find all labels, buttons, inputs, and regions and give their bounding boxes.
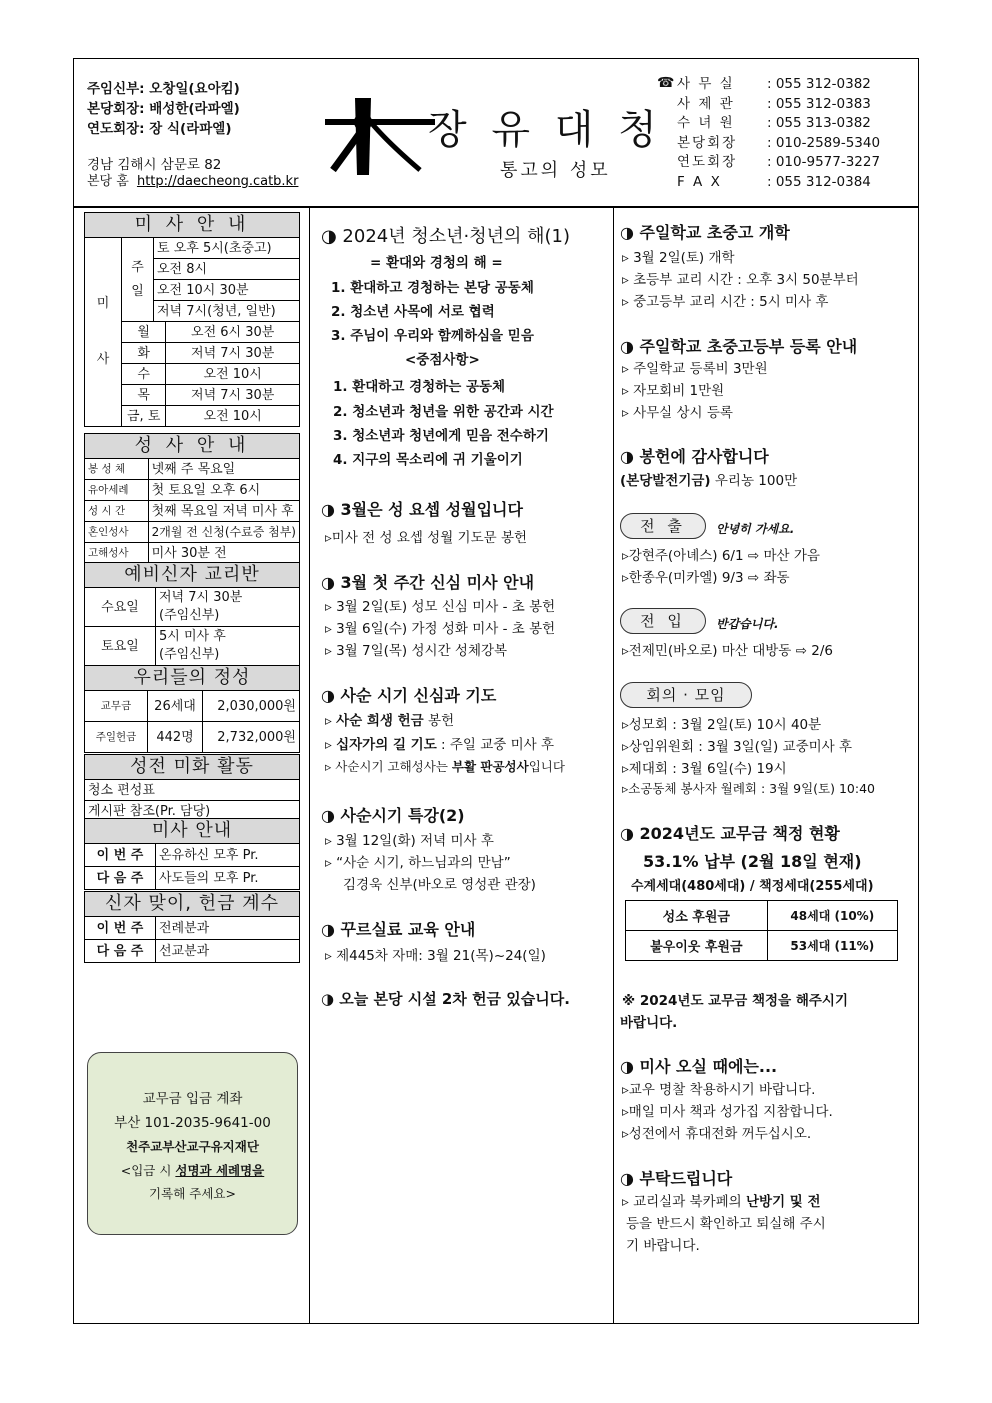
weekday-time: 저녁 7시 30분 <box>166 343 300 364</box>
offering-amount: 2,030,000원 <box>203 691 300 722</box>
registration-line: ▹ 자모회비 1만원 <box>622 379 724 399</box>
article-lent-title: ◑ 사순 시기 신심과 기도 <box>321 686 497 705</box>
column-divider-2 <box>613 207 614 1323</box>
transfer-in-line: ▹전제민(바오로) 마산 대방동 ⇨ 2/6 <box>622 643 833 659</box>
offering-amount: 2,732,000원 <box>203 722 300 753</box>
cursillo-line: ▹ 제445차 자매: 3월 21(목)~24(일) <box>325 944 546 964</box>
weekday: 월 <box>122 322 166 343</box>
tithe-request: ※ 2024년도 교무금 책정을 해주시기 <box>622 993 848 1009</box>
support-label: 불우이웃 후원금 <box>626 931 768 961</box>
lecture-line: 김경욱 신부(바오로 영성관 관장) <box>343 877 536 893</box>
article-school-title: ◑ 주일학교 초중고 개학 <box>620 223 790 242</box>
header-staff <box>87 79 240 139</box>
youth-focus-item: 4. 지구의 목소리에 귀 기울이기 <box>333 452 523 468</box>
welcome-title: 신자 맞이, 헌금 계수 <box>85 892 300 917</box>
contact-row: 사 제 관 : 055 312-0383 <box>677 95 871 112</box>
welcome-table <box>84 891 300 963</box>
weekday-time: 저녁 7시 30분 <box>166 385 300 406</box>
weekday-time: 오전 10시 <box>166 364 300 385</box>
article-devotion-mass-title: ◑ 3월 첫 주간 신심 미사 안내 <box>321 573 535 592</box>
mass-label: 미 사 <box>85 238 122 427</box>
sacrament-value: 첫 토요일 오후 6시 <box>148 480 299 501</box>
request-line: 기 바랍니다. <box>626 1238 700 1254</box>
weekday-time: 오전 6시 30분 <box>166 322 300 343</box>
article-thanks-title: ◑ 봉헌에 감사합니다 <box>620 447 769 466</box>
sunday-time: 오전 10시 30분 <box>154 280 300 301</box>
sunday-time: 저녁 7시(청년, 일반) <box>154 301 300 322</box>
beautify-title: 성전 미화 활동 <box>85 755 300 780</box>
mass-guide-table <box>84 212 300 427</box>
lent-line: ▹ 십자가의 길 기도 : 주일 교중 미사 후 <box>325 733 554 753</box>
contact-row: F A X : 055 312-0384 <box>677 173 871 190</box>
etiquette-line: ▹매일 미사 책과 성가집 지참합니다. <box>622 1104 833 1120</box>
phone-icon: ☎ <box>657 75 675 91</box>
meeting-line: ▹제대회 : 3월 6일(수) 19시 <box>622 761 787 777</box>
request-line: ▹ 교리실과 북카페의 난방기 및 전 <box>622 1194 821 1210</box>
tithe-sub: 수계세대(480세대) / 책정세대(255세대) <box>631 879 874 894</box>
bank-title: 교무금 입금 계좌 <box>142 1091 243 1107</box>
offering-label: 교무금 <box>85 691 148 722</box>
sacrament-value: 2개월 전 신청(수료증 첨부) <box>148 522 299 543</box>
weekday: 화 <box>122 343 166 364</box>
contact-row: 연도회장 : 010-9577-3227 <box>677 154 881 170</box>
mass-guide-title: 미 사 안 내 <box>85 213 300 238</box>
bank-account-box <box>87 1052 298 1235</box>
yeondo-president-line: 연도회장: 장 식(라파엘) <box>87 121 232 137</box>
duty-week: 이 번 주 <box>85 844 156 867</box>
meetings-badge: 회의 · 모임 <box>620 682 752 708</box>
transfer-out-script: 안녕히 가세요. <box>716 522 795 536</box>
article-youth-year-sub: = 환대와 경청의 해 = <box>370 255 503 271</box>
sunday-time: 토 오후 5시(초중고) <box>154 238 300 259</box>
mass-duty-title: 미사 안내 <box>85 819 300 844</box>
transfer-in-badge: 전 입 <box>620 608 706 634</box>
school-line: ▹ 초등부 교리 시간 : 오후 3시 50분부터 <box>622 268 859 288</box>
sacraments-title: 성 사 안 내 <box>85 434 300 459</box>
transfer-out-line: ▹강현주(아녜스) 6/1 ⇨ 마산 가음 <box>622 548 820 564</box>
youth-focus-item: 1. 환대하고 경청하는 공동체 <box>333 379 506 395</box>
article-joseph-title: ◑ 3월은 성 요셉 성월입니다 <box>321 500 523 519</box>
parish-title: 장 유 대 청 <box>428 107 663 153</box>
devotion-line: ▹ 3월 7일(목) 성시간 성체강복 <box>325 639 507 659</box>
beautify-row: 청소 편성표 <box>85 780 300 801</box>
catechumen-table <box>84 562 300 666</box>
devotion-line: ▹ 3월 6일(수) 가정 성화 미사 - 초 봉헌 <box>325 617 555 637</box>
registration-line: ▹ 주일학교 등록비 3만원 <box>622 357 768 377</box>
contacts <box>677 75 880 192</box>
catechumen-day: 토요일 <box>85 627 156 666</box>
school-line: ▹ 중고등부 교리 시간 : 5시 미사 후 <box>622 290 828 310</box>
address: 경남 김해시 삼문로 82 <box>87 157 222 173</box>
youth-item: 1. 환대하고 경청하는 본당 공동체 <box>331 280 534 296</box>
tithe-big: 53.1% 납부 (2월 18일 현재) <box>643 852 862 871</box>
offering-table <box>84 665 300 753</box>
sacrament-label: 고해성사 <box>85 543 149 564</box>
mass-duty-table <box>84 818 300 890</box>
article-registration-title: ◑ 주일학교 초중고등부 등록 안내 <box>620 337 858 356</box>
duty-value: 전례분과 <box>156 917 300 940</box>
youth-item: 3. 주님이 우리와 함께하심을 믿음 <box>331 328 534 344</box>
sacrament-value: 넷째 주 목요일 <box>148 459 299 480</box>
meeting-line: ▹성모회 : 3월 2일(토) 10시 40분 <box>622 717 822 733</box>
article-youth-year-title: ◑ 2024년 청소년·청년의 해(1) <box>321 226 571 247</box>
etiquette-line: ▹교우 명찰 착용하시기 바랍니다. <box>622 1082 816 1098</box>
contact-row: 사 무 실 : 055 312-0382 <box>677 76 871 92</box>
sunday-label: 주 일 <box>122 238 154 322</box>
offering-count: 26세대 <box>148 691 203 722</box>
duty-week: 다 음 주 <box>85 867 156 890</box>
transfer-in-script: 반갑습니다. <box>716 617 779 631</box>
youth-item: 2. 청소년 사목에 서로 협력 <box>331 304 495 320</box>
bank-account: 부산 101-2035-9641-00 <box>114 1115 271 1131</box>
youth-focus-item: 2. 청소년과 청년을 위한 공간과 시간 <box>333 404 554 420</box>
beautify-table <box>84 754 300 822</box>
meeting-line: ▹상임위원회 : 3월 3일(일) 교중미사 후 <box>622 739 853 755</box>
weekday-time: 오전 10시 <box>166 406 300 427</box>
duty-value: 사도들의 모후 Pr. <box>156 867 300 890</box>
catechumen-title: 예비신자 교리반 <box>85 563 300 588</box>
tithe-support-table <box>625 900 898 961</box>
article-mass-etiquette-title: ◑ 미사 오실 때에는... <box>620 1057 778 1076</box>
bank-holder: 천주교부산교구유지재단 <box>126 1139 259 1154</box>
homepage <box>87 170 298 189</box>
contact-row: 본당회장 : 010-2589-5340 <box>677 134 881 151</box>
devotion-line: ▹ 3월 2일(토) 성모 신심 미사 - 초 봉헌 <box>325 595 555 615</box>
lecture-line: ▹ “사순 시기, 하느님과의 만남” <box>325 851 511 871</box>
offering-title: 우리들의 정성 <box>85 666 300 691</box>
article-second-collection: ◑ 오늘 본당 시설 2차 헌금 있습니다. <box>321 990 570 1008</box>
registration-line: ▹ 사무실 상시 등록 <box>622 401 733 421</box>
etiquette-line: ▹성전에서 휴대전화 꺼두십시오. <box>622 1126 812 1142</box>
support-label: 성소 후원금 <box>626 901 768 931</box>
transfer-out-badge: 전 출 <box>620 513 706 539</box>
parish-subtitle: 통고의 성모 <box>500 160 611 181</box>
sunday-time: 오전 8시 <box>154 259 300 280</box>
homepage-label: 본당 홈 <box>87 174 129 189</box>
parish-president-line: 본당회장: 배성한(라파엘) <box>87 101 240 117</box>
sacraments-table <box>84 433 300 564</box>
homepage-link[interactable]: http://daecheong.catb.kr <box>136 174 299 189</box>
youth-focus: <중점사항> <box>405 352 480 368</box>
sacrament-value: 첫째 목요일 저녁 미사 후 <box>148 501 299 522</box>
transfer-out-line: ▹한종우(미카엘) 9/3 ⇨ 좌동 <box>622 570 790 586</box>
school-line: ▹ 3월 2일(토) 개학 <box>622 246 735 266</box>
catechumen-time: 5시 미사 후 (주임신부) <box>156 627 300 666</box>
duty-value: 온유하신 모후 Pr. <box>156 844 300 867</box>
bank-note-2: 기록해 주세요> <box>149 1186 236 1201</box>
tithe-request-2: 바랍니다. <box>620 1015 678 1031</box>
duty-week: 이 번 주 <box>85 917 156 940</box>
column-divider-1 <box>309 207 310 1323</box>
article-request-title: ◑ 부탁드립니다 <box>620 1169 733 1188</box>
bank-note: <입금 시 성명과 세례명을 <box>120 1163 265 1178</box>
weekday: 목 <box>122 385 166 406</box>
catechumen-time: 저녁 7시 30분 (주임신부) <box>156 588 300 627</box>
sacrament-label: 유아세례 <box>85 480 149 501</box>
lent-line: ▹ 사순 희생 헌금 봉헌 <box>325 709 454 729</box>
duty-value: 선교분과 <box>156 940 300 963</box>
weekday: 금, 토 <box>122 406 166 427</box>
duty-week: 다 음 주 <box>85 940 156 963</box>
support-value: 48세대 (10%) <box>767 901 897 931</box>
contact-row: 수 녀 원 : 055 313-0382 <box>677 115 871 131</box>
article-lecture-title: ◑ 사순시기 특강(2) <box>321 806 465 825</box>
support-value: 53세대 (11%) <box>767 931 897 961</box>
offering-label: 주일헌금 <box>85 722 148 753</box>
lent-line: ▹ 사순시기 고해성사는 부활 판공성사입니다 <box>325 757 565 775</box>
pastor-line: 주임신부: 오창일(요아킴) <box>87 81 240 97</box>
sacrament-label: 혼인성사 <box>85 522 149 543</box>
youth-focus-item: 3. 청소년과 청년에게 믿음 전수하기 <box>333 428 549 444</box>
beautify-row: 게시판 참조(Pr. 담당) <box>85 801 300 822</box>
catechumen-day: 수요일 <box>85 588 156 627</box>
offering-count: 442명 <box>148 722 203 753</box>
weekday: 수 <box>122 364 166 385</box>
sacrament-label: 봉 성 체 <box>85 459 149 480</box>
sacrament-value: 미사 30분 전 <box>148 543 299 564</box>
cross-logo-icon <box>325 90 435 175</box>
meeting-line: ▹소공동체 봉사자 월례회 : 3월 9일(토) 10:40 <box>622 781 875 796</box>
article-cursillo-title: ◑ 꾸르실료 교육 안내 <box>321 920 476 939</box>
lecture-line: ▹ 3월 12일(화) 저녁 미사 후 <box>325 829 494 849</box>
sacrament-label: 성 시 간 <box>85 501 149 522</box>
article-joseph-line: ▹미사 전 성 요셉 성월 기도문 봉헌 <box>325 530 528 546</box>
thanks-line: (본당발전기금) 우리농 100만 <box>620 473 798 489</box>
request-line: 등을 반드시 확인하고 퇴실해 주시 <box>626 1216 826 1232</box>
article-tithe-title: ◑ 2024년도 교무금 책정 현황 <box>620 824 840 843</box>
